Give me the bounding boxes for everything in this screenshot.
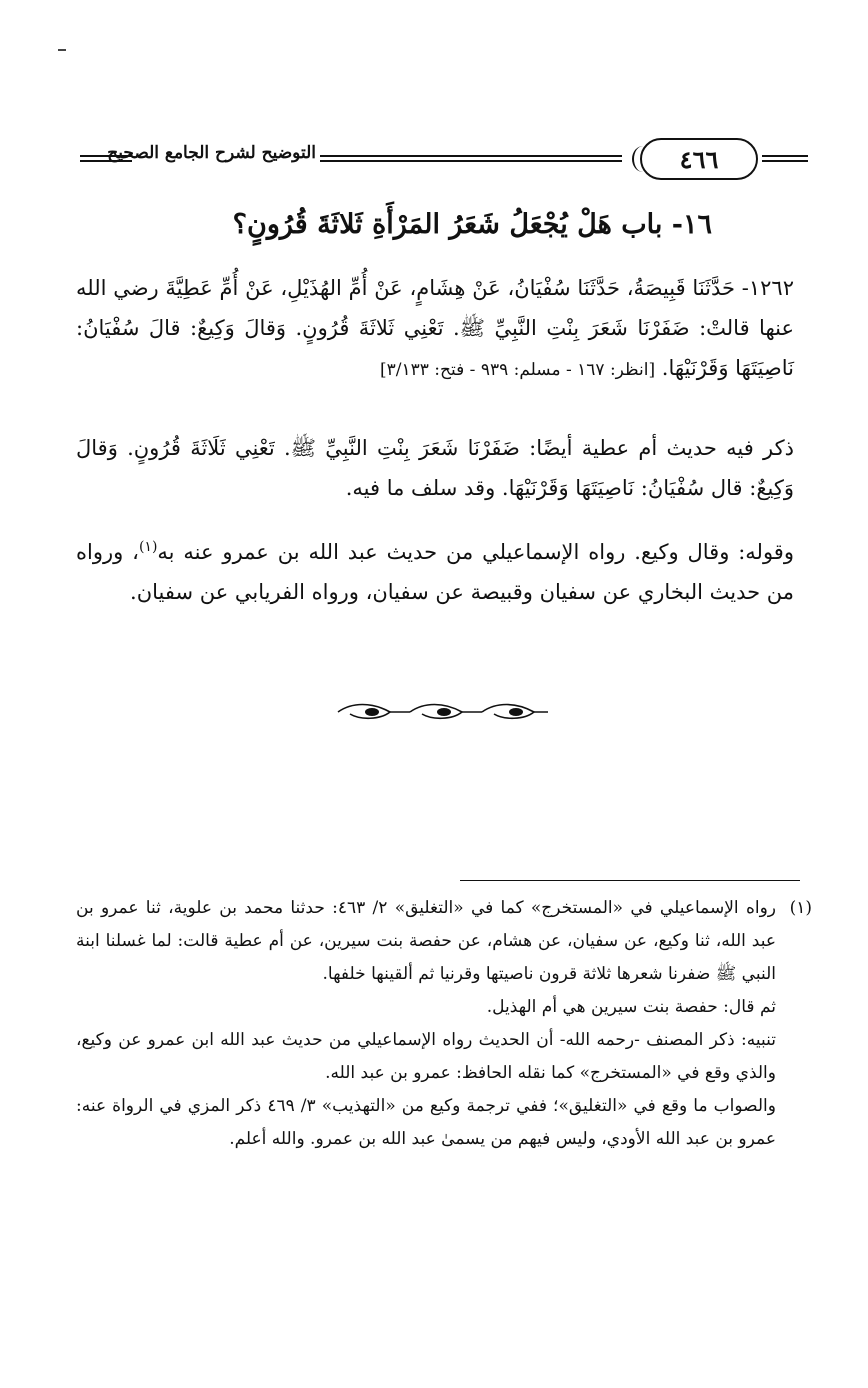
footnote-separator <box>460 880 800 881</box>
footnotes <box>76 892 812 1156</box>
header-rule-middle <box>320 155 622 162</box>
footnote-number: (١) <box>789 898 812 918</box>
page-number: ٤٦٦ <box>679 144 719 174</box>
commentary-paragraph-2 <box>76 532 794 612</box>
running-title: التوضيح لشرح الجامع الصحيح <box>107 143 316 163</box>
footnote-line: تنبيه: ذكر المصنف -رحمه الله- أن الحديث رواه الإسماعيلي من حديث عبد الله ابن عمرو عن وكيع، والذي وقع في «المستخرج» كما نقله الحافظ: عمرو بن عبد الله. <box>76 1030 776 1083</box>
commentary-paragraph-1: ذكر فيه حديث أم عطية أيضًا: ضَفَرْنَا شَعَرَ بِنْتِ النَّبِيِّ ﷺ. تَعْنِي ثَلَاثَةَ قُرُونٍ. وَقالَ وَكِيعٌ: قال سُفْيَانُ: نَاصِيَتَهَا وَقَرْنَيْهَا. وقد سلف ما فيه. <box>76 436 794 500</box>
header-rule-left <box>80 155 132 162</box>
page-number-badge <box>640 138 758 180</box>
footnote-line: ثم قال: حفصة بنت سيرين هي أم الهذيل. <box>486 997 776 1017</box>
footnote-line: رواه الإسماعيلي في «المستخرج» كما في «التغليق» ٢/ ٤٦٣: حدثنا محمد بن علوية، ثنا عمرو بن عبد الله، ثنا وكيع، عن سفيان، عن هشام، عن حفصة بنت سيرين، عن أم عطية قالت: لما غسلنا ابنة النبي ﷺ ضفرنا شعرها ثلاثة قرون ناصيتها وقرنيا ثم ألقينها خلفها. <box>76 898 776 984</box>
footnote-marker[interactable]: (١) <box>138 539 158 555</box>
scan-mark <box>58 49 66 51</box>
chapter-title: ١٦- باب هَلْ يُجْعَلُ شَعَرُ المَرْأَةِ ثَلاثَةَ قُرُونٍ؟ <box>232 209 712 240</box>
section-ornament <box>332 700 554 724</box>
hadith-reference: [انظر: ١٦٧ - مسلم: ٩٣٩ - فتح: ٣/١٣٣] <box>380 360 656 380</box>
commentary-p2-text-a: وقوله: وقال وكيع. رواه الإسماعيلي من حديث عبد الله بن عمرو عنه به <box>157 540 794 564</box>
header-rule-right <box>762 155 808 162</box>
footnote-1 <box>76 892 812 1156</box>
hadith-text-block <box>76 268 794 390</box>
footnote-line: والصواب ما وقع في «التغليق»؛ ففي ترجمة وكيع من «التهذيب» ٣/ ٤٦٩ ذكر المزي في الرواة عنه: عمرو بن عبد الله الأودي، وليس فيهم من يسمىٰ عبد الله بن عمرو. والله أعلم. <box>76 1096 776 1149</box>
commentary-p2-text-b: ، ورواه من حديث البخاري عن سفيان وقبيصة عن سفيان، ورواه الفريابي عن سفيان. <box>76 540 794 604</box>
footnote-body <box>76 892 776 1156</box>
page-header <box>80 134 808 188</box>
hadith-text: ١٢٦٢- حَدَّثَنَا قَبِيصَةُ، حَدَّثَنَا سُفْيَانُ، عَنْ هِشَامٍ، عَنْ أُمِّ الهُذَيْلِ، عَنْ أُمِّ عَطِيَّةَ رضي الله عنها قالتْ: ضَفَرْنَا شَعَرَ بِنْتِ النَّبِيِّ ﷺ. تَعْنِي ثَلاثَةَ قُرُونٍ. وَقالَ وَكِيعٌ: قالَ سُفْيَانُ: نَاصِيَتَهَا وَقَرْنَيْهَا. <box>76 276 794 380</box>
